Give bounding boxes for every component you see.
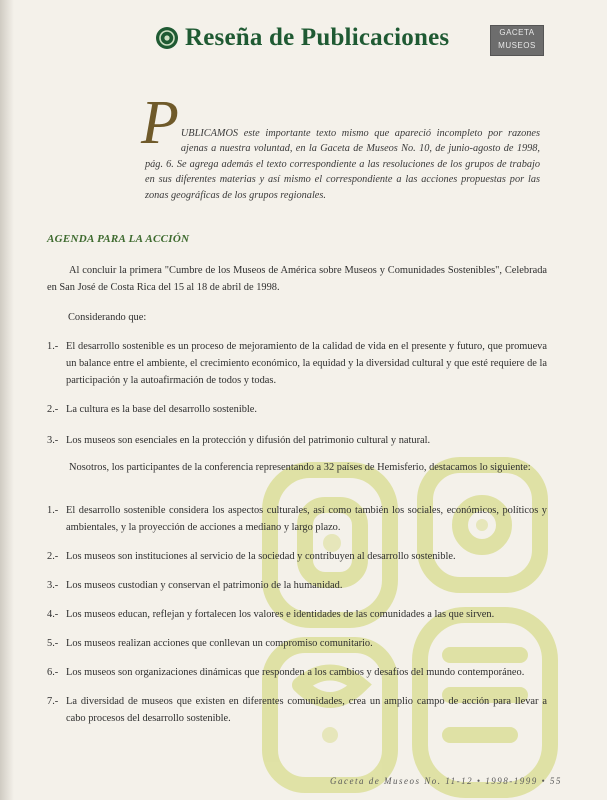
item-text: Los museos son instituciones al servicio de la sociedad y contribuyen al desarrollo sostenible. [66,551,456,562]
list-item [47,635,547,652]
list-item [47,432,547,449]
item-number: 3.- [47,580,59,591]
item-text: Los museos custodian y conservan el patrimonio de la humanidad. [66,580,343,591]
item-text: El desarrollo sostenible considera los aspectos culturales, así como también los sociales, económicos, políticos y ambientales, y la proyección de acciones a mediano y largo plazo. [66,505,547,533]
page-header [155,20,449,56]
item-number: 3.- [47,435,59,446]
drop-cap: P [141,89,179,157]
item-number: 7.- [47,696,59,707]
item-text: La cultura es la base del desarrollo sostenible. [66,404,258,415]
item-text: El desarrollo sostenible es un proceso de mejoramiento de la calidad de vida en el presente y futuro, que promueva un balance entre el ambiente, el crecimiento económico, la equidad y la diversidad cultural y que esté requiere de la participación y la autoafirmación de todos y todas. [66,341,547,386]
intro-paragraph: UBLICAMOS este importante texto mismo que apareció incompleto por razones ajenas a nuestra voluntad, en la Gaceta de Museos No. 10, de junio-agosto de 1998, pág. 6. Se agrega además el texto correspondiente a las resoluciones de los grupos de trabajo en sus diferentes materias y así mismo el correspondiente a las acciones propuestas por las zonas geográficas de los grupos regionales. [145,128,540,201]
item-number: 1.- [47,341,59,352]
list-item [47,606,547,623]
opening-paragraph: Al concluir la primera "Cumbre de los Museos de América sobre Museos y Comunidades Sostenibles", Celebrada en San José de Costa Rica del 15 al 18 de abril de 1998. [47,265,547,293]
list-item [47,401,547,418]
section-heading: AGENDA PARA LA ACCIÓN [47,233,190,245]
item-number: 2.- [47,551,59,562]
list-item [47,693,547,727]
list-item [47,577,547,594]
item-number: 6.- [47,667,59,678]
list-item [47,548,547,565]
item-number: 2.- [47,404,59,415]
participants-paragraph: Nosotros, los participantes de la conferencia representando a 32 países de Hemisferio, destacamos lo siguiente: [69,462,531,473]
page-title: Reseña de Publicaciones [185,24,450,51]
list-item [47,338,547,389]
item-number: 4.- [47,609,59,620]
item-number: 1.- [47,505,59,516]
item-text: Los museos educan, reflejan y fortalecen los valores e identidades de las comunidades a las que sirven. [66,609,495,620]
item-text: La diversidad de museos que existen en diferentes comunidades, crea un amplio campo de acción para llevar a cabo procesos del desarrollo sostenible. [66,696,547,724]
item-text: Los museos son esenciales en la protección y difusión del patrimonio cultural y natural. [66,435,431,446]
considering-label: Considerando que: [68,312,147,323]
gaceta-museos-logo: GACETA MUSEOS [490,25,544,56]
intro-block [141,89,540,203]
page-footer: Gaceta de Museos No. 11-12 • 1998-1999 • 55 [330,776,562,786]
highlights-list [47,502,547,739]
list-item [47,502,547,536]
item-text: Los museos son organizaciones dinámicas que responden a los cambios y desafíos del mundo contemporáneo. [66,667,525,678]
item-text: Los museos realizan acciones que conllevan un compromiso comunitario. [66,638,373,649]
ornament-icon [155,26,179,50]
page-edge-shadow [0,0,14,800]
item-number: 5.- [47,638,59,649]
list-item [47,664,547,681]
considerations-list [47,338,547,449]
